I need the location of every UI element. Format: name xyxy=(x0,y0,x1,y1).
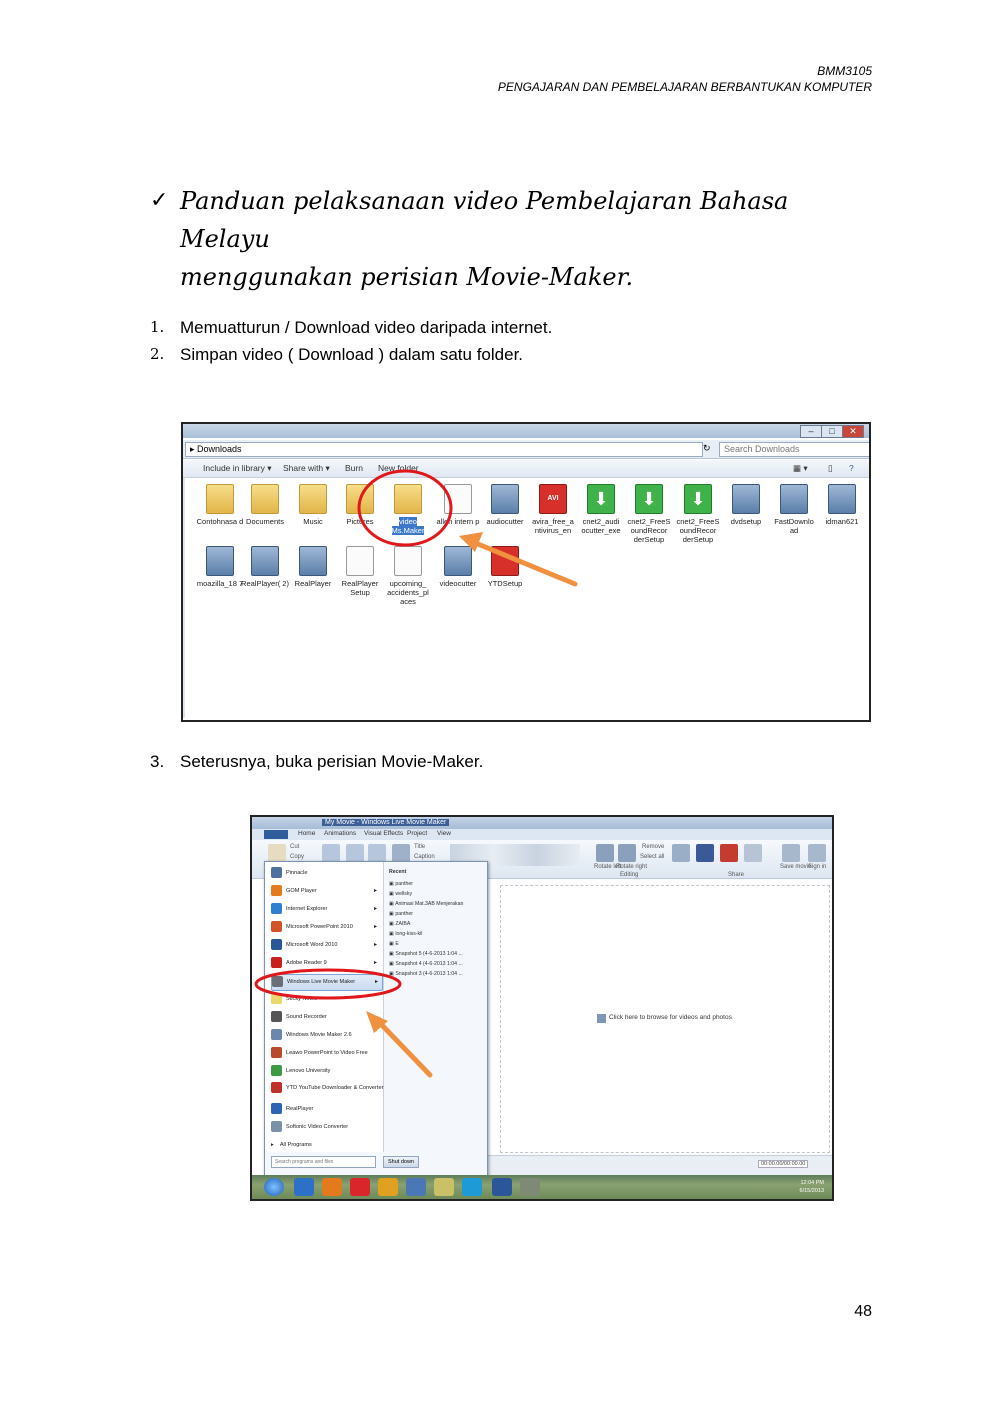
file-label: avira_free_a ntivirus_en xyxy=(532,517,574,535)
program-label: All Programs xyxy=(279,1142,312,1148)
program-label: Softonic Video Converter xyxy=(286,1124,349,1130)
tab-project: Project xyxy=(407,830,428,837)
ribbon-group-label: Share xyxy=(728,872,745,878)
submenu-arrow-icon: ▸ xyxy=(374,979,378,985)
annotation-layer xyxy=(252,817,832,1199)
toolbar-burn: Burn xyxy=(345,463,363,473)
file-label: audiocutter xyxy=(486,517,524,526)
file-label: cnet2_FreeS oundRecor derSetup xyxy=(676,517,720,544)
file-label: allen intern p xyxy=(436,517,480,526)
program-label: Windows Live Movie Maker xyxy=(287,979,356,985)
ribbon-label: Rotate right xyxy=(616,864,648,870)
download-icon: ⬇ xyxy=(587,484,615,514)
program-label: RealPlayer xyxy=(286,1106,314,1112)
ribbon-label: Remove xyxy=(642,844,665,850)
pane-icon: ▯ xyxy=(828,463,833,473)
timecode: 00:00.00/00:00.00 xyxy=(758,1160,808,1168)
ribbon-label: Select all xyxy=(640,854,665,860)
moviemaker-screenshot xyxy=(250,815,834,1201)
course-name: PENGAJARAN DAN PEMBELAJARAN BERBANTUKAN KOMPUTER xyxy=(497,80,872,94)
submenu-arrow-icon: ▸ xyxy=(373,906,377,912)
recent-item: ▣ Snapshot 3 (4-6-2013 1:04 ... xyxy=(389,971,463,977)
program-label: Windows Movie Maker 2.6 xyxy=(286,1032,352,1038)
program-label: Microsoft PowerPoint 2010 xyxy=(286,924,353,930)
program-label: Sound Recorder xyxy=(286,1014,327,1020)
program-label: Pinnacle xyxy=(286,870,308,876)
checkmark-icon: ✓ xyxy=(150,188,169,213)
address-text: Downloads xyxy=(197,444,242,454)
file-label: dvdsetup xyxy=(730,517,762,526)
search-placeholder: Search Downloads xyxy=(724,444,800,454)
recent-item: ▣ E xyxy=(389,941,399,947)
ribbon-label: Copy xyxy=(290,854,305,860)
file-label: RealPlayer( 2) xyxy=(241,579,289,588)
ribbon-label: Save movie xyxy=(780,864,812,870)
recent-item: ▣ panther xyxy=(389,911,413,917)
toolbar-share-with: Share with ▾ xyxy=(283,463,330,473)
recent-label: Snapshot 5 (4-6-2013 1:04 ... xyxy=(395,951,463,957)
recent-label: Snapshot 4 (4-6-2013 1:04 ... xyxy=(395,961,463,967)
recent-item: ▣ Snapshot 5 (4-6-2013 1:04 ... xyxy=(389,951,463,957)
program-label: Leawo PowerPoint to Video Free xyxy=(286,1050,368,1056)
file-label: RealPlayer Setup xyxy=(341,579,379,597)
title-line-2: menggunakan perisian Movie-Maker. xyxy=(180,263,634,291)
submenu-arrow-icon: ▸ xyxy=(373,960,377,966)
triangle-icon: ▸ xyxy=(271,1142,274,1148)
search-placeholder: Search programs and files xyxy=(275,1159,334,1165)
title-line-1: Panduan pelaksanaan video Pembelajaran Bahasa Melayu xyxy=(180,187,789,253)
clock-time: 12:04 PM xyxy=(800,1180,824,1186)
highlight-circle xyxy=(359,471,451,545)
step-text: Seterusnya, buka perisian Movie-Maker. xyxy=(180,752,484,771)
recent-label: panther xyxy=(395,911,413,917)
tab-view: View xyxy=(437,830,451,837)
window-title: My Movie - Windows Live Movie Maker xyxy=(322,819,449,826)
file-label: Documents xyxy=(246,517,284,526)
tab-home: Home xyxy=(298,830,316,837)
recent-label: panther xyxy=(395,881,413,887)
program-label: Adobe Reader 9 xyxy=(286,960,327,966)
file-label: RealPlayer xyxy=(294,579,332,588)
program-label: Lenovo University xyxy=(286,1068,331,1074)
close-icon: ✕ xyxy=(842,425,864,438)
program-label: Sticky Notes xyxy=(286,996,318,1002)
refresh-icon: ↻ xyxy=(703,443,711,453)
file-label: video Ms.Maker xyxy=(391,517,425,535)
shutdown-label: Shut down xyxy=(388,1159,414,1165)
recent-title: Recent xyxy=(389,869,407,875)
recent-label: ZAIBA xyxy=(395,921,411,927)
recent-label: wellsky xyxy=(395,891,413,897)
step-number: 3. xyxy=(150,752,165,771)
program-label: YTD YouTube Downloader & Converter xyxy=(286,1084,384,1091)
explorer-screenshot xyxy=(181,422,871,722)
recent-label: E xyxy=(395,941,399,947)
file-label: upcoming_ accidents_pl aces xyxy=(387,579,429,606)
submenu-arrow-icon: ▸ xyxy=(373,888,377,894)
ribbon-label: Rotate left xyxy=(594,864,622,870)
ribbon-group-label: Editing xyxy=(620,872,639,878)
course-code: BMM3105 xyxy=(817,64,872,78)
recent-item: ▣ Animasi Mat.3AB Menjerakan xyxy=(389,901,464,907)
pointer-arrow-line xyxy=(378,1021,430,1075)
file-label: moazilla_18 7 xyxy=(196,579,244,588)
file-label: YTDSetup xyxy=(487,579,523,588)
section-title xyxy=(150,182,880,296)
file-label: Contohnasa d xyxy=(196,517,244,526)
submenu-arrow-icon: ▸ xyxy=(373,924,377,930)
file-label: cnet2_audi ocutter_exe xyxy=(581,517,621,535)
recent-label: Snapshot 3 (4-6-2013 1:04 ... xyxy=(395,971,463,977)
address-field: ▸ Downloads xyxy=(185,442,703,457)
file-label: Pictures xyxy=(346,517,374,526)
annotation-layer xyxy=(183,424,869,720)
file-label: Music xyxy=(303,517,323,526)
recent-item: ▣ ZAIBA xyxy=(389,921,411,927)
ribbon-label: Title xyxy=(414,844,426,850)
pointer-arrow-line xyxy=(473,542,575,584)
avira-icon: AVI xyxy=(539,484,567,514)
clock-date: 6/15/2013 xyxy=(799,1188,824,1194)
submenu-arrow-icon: ▸ xyxy=(373,942,377,948)
ribbon-label: Cut xyxy=(290,844,300,850)
content-hint: Click here to browse for videos and photos xyxy=(609,1014,732,1021)
step-text: Memuatturun / Download video daripada internet. xyxy=(180,318,553,337)
recent-item: ▣ Snapshot 4 (4-6-2013 1:04 ... xyxy=(389,961,463,967)
step-number: 1. xyxy=(150,318,165,336)
minimize-icon: – xyxy=(800,425,822,438)
recent-label: Animasi Mat.3AB Menjerakan xyxy=(395,901,464,907)
ribbon-label: Sign in xyxy=(808,864,827,870)
file-label: idman621 xyxy=(825,517,859,526)
file-label: FastDownlo ad xyxy=(774,517,814,535)
download-icon: ⬇ xyxy=(635,484,663,514)
recent-item: ▣ panther xyxy=(389,881,413,887)
file-label: cnet2_FreeS oundRecor derSetup xyxy=(627,517,671,544)
help-icon: ? xyxy=(849,463,854,473)
ribbon-label: Caption xyxy=(414,854,435,860)
program-label: Internet Explorer xyxy=(286,906,328,912)
program-label: Microsoft Word 2010 xyxy=(286,942,338,948)
highlight-ellipse xyxy=(256,970,400,998)
maximize-icon: □ xyxy=(821,425,843,438)
recent-item: ▣ long-kiss-kil xyxy=(389,931,423,937)
file-label: videocutter xyxy=(439,579,477,588)
recent-item: ▣ wellsky xyxy=(389,891,413,897)
toolbar-new-folder: New folder xyxy=(378,463,419,473)
step-number: 2. xyxy=(150,345,165,363)
view-icon: ▦ ▾ xyxy=(793,463,808,473)
program-label: GOM Player xyxy=(286,888,317,894)
tab-animations: Animations xyxy=(324,830,357,837)
recent-label: long-kiss-kil xyxy=(395,931,423,937)
step-text: Simpan video ( Download ) dalam satu folder. xyxy=(180,345,524,364)
toolbar-include-library: Include in library ▾ xyxy=(203,463,272,473)
tab-visual-effects: Visual Effects xyxy=(364,830,404,837)
download-icon: ⬇ xyxy=(684,484,712,514)
page-number: 48 xyxy=(854,1303,872,1320)
